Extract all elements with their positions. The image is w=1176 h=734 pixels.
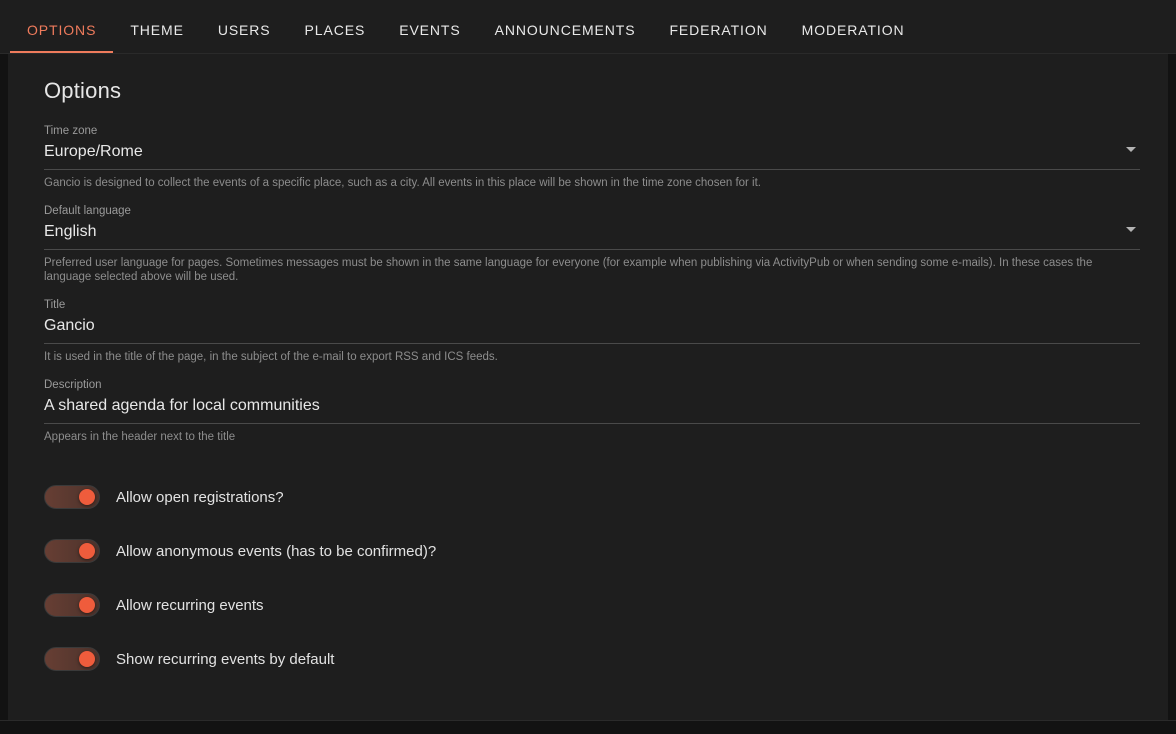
description-hint: Appears in the header next to the title	[44, 431, 236, 443]
toggle-label-show-recurring-default: Show recurring events by default	[116, 650, 335, 668]
toggle-open-registrations[interactable]	[44, 485, 100, 509]
description-label: Description	[44, 379, 102, 391]
title-input[interactable]	[44, 315, 1140, 337]
toggle-anonymous-events[interactable]	[44, 539, 100, 563]
tab-announcements[interactable]: ANNOUNCEMENTS	[494, 21, 636, 38]
toggle-knob	[79, 543, 95, 559]
tab-events[interactable]: EVENTS	[399, 21, 461, 38]
timezone-label: Time zone	[44, 125, 98, 137]
options-content	[0, 54, 1176, 734]
tab-places[interactable]: PLACES	[304, 21, 366, 38]
title-label: Title	[44, 299, 66, 311]
title-hint: It is used in the title of the page, in the subject of the e-mail to export RSS and ICS feeds.	[44, 351, 498, 363]
toggle-knob	[79, 489, 95, 505]
page-title: Options	[44, 78, 122, 103]
tab-options[interactable]: OPTIONS	[10, 6, 113, 53]
field-description	[44, 378, 1140, 424]
tab-federation[interactable]: FEDERATION	[669, 21, 768, 38]
language-label: Default language	[44, 205, 131, 217]
toggle-show-recurring-default[interactable]	[44, 647, 100, 671]
field-timezone	[44, 124, 1140, 170]
tab-moderation[interactable]: MODERATION	[801, 21, 905, 38]
language-value[interactable]	[44, 221, 1140, 243]
chevron-down-icon[interactable]	[1126, 227, 1136, 232]
toggles-group	[44, 470, 1140, 686]
field-title	[44, 298, 1140, 344]
chevron-down-icon[interactable]	[1126, 147, 1136, 152]
toggle-row-open-registrations	[44, 470, 1140, 524]
language-hint: Preferred user language for pages. Sometimes messages must be shown in the same language for everyone (for example when publishing via ActivityPub or when sending some e-mails). In these cases the language selected above will be used.	[44, 257, 1093, 283]
timezone-hint: Gancio is designed to collect the events of a specific place, such as a city. All events in this place will be shown in the time zone chosen for it.	[44, 177, 761, 189]
description-input-wrap[interactable]	[44, 395, 1140, 424]
admin-tabbar	[0, 6, 1176, 54]
toggle-knob	[79, 651, 95, 667]
title-input-wrap[interactable]	[44, 315, 1140, 344]
toggle-label-anonymous-events: Allow anonymous events (has to be confirmed)?	[116, 542, 437, 560]
tab-users[interactable]: USERS	[217, 21, 271, 38]
options-card	[8, 54, 1168, 720]
timezone-select[interactable]	[44, 141, 1140, 170]
toggle-label-open-registrations: Allow open registrations?	[116, 488, 284, 506]
toggle-label-recurring-events: Allow recurring events	[116, 596, 264, 614]
timezone-value[interactable]	[44, 141, 1140, 163]
description-input[interactable]	[44, 395, 1140, 417]
toggle-recurring-events[interactable]	[44, 593, 100, 617]
toggle-row-anonymous-events	[44, 524, 1140, 578]
tab-theme[interactable]: THEME	[130, 21, 184, 38]
language-select[interactable]	[44, 221, 1140, 250]
toggle-row-show-recurring-default	[44, 632, 1140, 686]
window-bottom-strip	[0, 720, 1176, 734]
toggle-knob	[79, 597, 95, 613]
toggle-row-recurring-events	[44, 578, 1140, 632]
field-language	[44, 204, 1140, 250]
